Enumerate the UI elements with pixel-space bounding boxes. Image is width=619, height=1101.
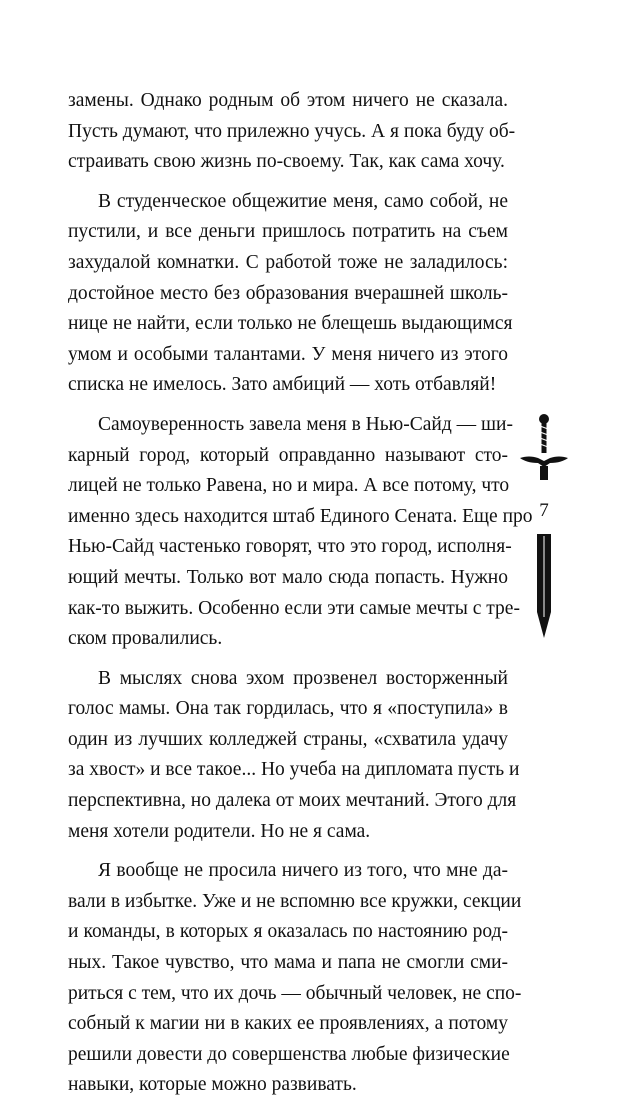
paragraph-gap — [68, 847, 508, 856]
body-text — [68, 86, 533, 1101]
text-line: В мыслях снова эхом прозвенел восторженный — [98, 667, 508, 689]
text-line: нице не найти, если только не блещешь выдающимся — [68, 313, 513, 335]
text-line: Нью-Сайд частенько говорят, что это город, исполня- — [68, 536, 512, 558]
text-line: карный город, который оправданно называют сто- — [68, 444, 508, 466]
paragraph — [68, 86, 516, 178]
paragraph — [68, 187, 513, 401]
paragraph — [68, 856, 522, 1101]
text-line: голос мамы. Она так гордилась, что я «поступила» в — [68, 698, 508, 720]
paragraph-gap — [68, 655, 508, 664]
text-line: замены. Однако родным об этом ничего не сказала. — [68, 90, 508, 111]
text-line: достойное место без образования вчерашней школь- — [68, 282, 508, 304]
text-line: и команды, в которых я оказалась по настоянию род- — [68, 921, 508, 943]
text-line: перспективна, но далека от моих мечтаний. Этого для — [68, 790, 517, 812]
text-line: В студенческое общежитие меня, само собой, не — [98, 190, 508, 212]
text-line: вали в избытке. Уже и не вспомню все кружки, секции — [68, 890, 522, 912]
text-line: умом и особыми талантами. У меня ничего из этого — [68, 343, 508, 365]
text-line: Я вообще не просила ничего из того, что мне да- — [98, 860, 508, 882]
text-line: списка не имелось. Зато амбиций — хоть отбавляй! — [68, 374, 497, 396]
paragraph — [68, 410, 533, 655]
text-line: пустили, и все деньги пришлось потратить на съем — [68, 221, 508, 243]
text-line: меня хотели родители. Но не я сама. — [68, 820, 371, 842]
paragraph-gap — [68, 178, 508, 187]
text-line: собный к магии ни в каких ее проявлениях, а потому — [68, 1013, 508, 1035]
paragraph-gap — [68, 401, 508, 410]
text-line: именно здесь находится штаб Единого Сената. Еще про — [68, 505, 533, 527]
sword-icon — [518, 412, 570, 640]
text-line: риться с тем, что их дочь — обычный человек, не спо- — [68, 982, 522, 1004]
text-line: ющий мечты. Только вот мало сюда попасть. Нужно — [68, 566, 508, 588]
page-number: 7 — [533, 500, 555, 522]
text-line: Самоуверенность завела меня в Нью-Сайд — ши- — [98, 413, 513, 435]
text-line: навыки, которые можно развивать. — [68, 1074, 357, 1096]
text-line: за хвост» и все такое... Но учеба на дипломата пусть и — [68, 759, 520, 781]
text-line: лицей не только Равена, но и мира. А все потому, что — [68, 475, 510, 497]
paragraph — [68, 664, 520, 848]
text-line: ском провалились. — [68, 628, 223, 650]
text-line: как-то выжить. Особенно если эти самые мечты с тре- — [68, 597, 520, 619]
text-line: страивать свою жизнь по-своему. Так, как сама хочу. — [68, 151, 505, 173]
text-line: захудалой комнатки. С работой тоже не заладилось: — [68, 251, 508, 273]
text-line: ных. Такое чувство, что мама и папа не смогли сми- — [68, 952, 508, 974]
text-line: один из лучших колледжей страны, «схватила удачу — [68, 728, 508, 750]
text-line: решили довести до совершенства любые физические — [68, 1043, 510, 1065]
text-line: Пусть думают, что прилежно учусь. А я пока буду об- — [68, 120, 516, 142]
